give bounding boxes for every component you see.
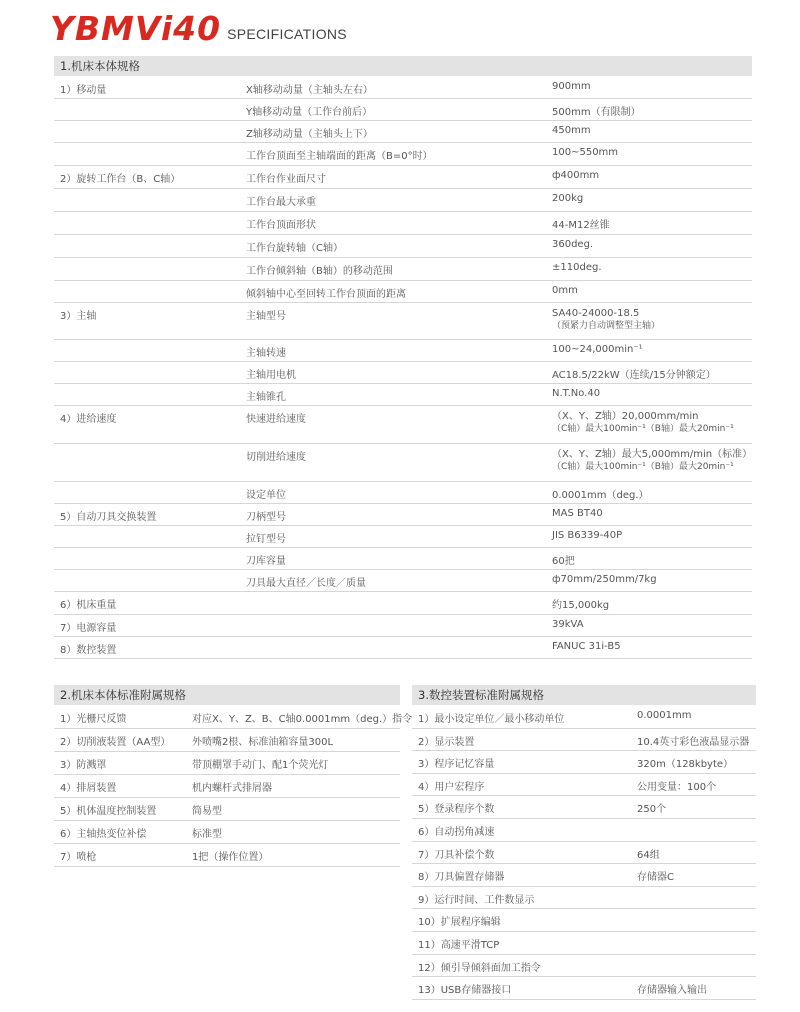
table-row — [54, 281, 752, 303]
row-value: JIS B6339-40P — [552, 530, 623, 541]
table-row — [54, 548, 752, 570]
row-label: 2）旋转工作台（B、C轴） — [60, 174, 181, 185]
table-row — [54, 844, 400, 867]
row-item: 工作台作业面尺寸 — [246, 174, 326, 185]
row-item: 250个 — [637, 804, 667, 816]
table-row — [412, 909, 756, 932]
row-label: 1）光栅尺反馈 — [60, 714, 127, 725]
row-item: 倾斜轴中心至回转工作台顶面的距离 — [246, 289, 406, 300]
row-label: 7）刀具补偿个数 — [418, 849, 495, 861]
table-row — [54, 77, 752, 99]
row-item: 简易型 — [192, 806, 222, 817]
table-row — [54, 99, 752, 121]
specifications-title: SPECIFICATIONS — [227, 26, 347, 42]
row-value: N.T.No.40 — [552, 388, 601, 399]
table-row — [54, 615, 752, 637]
row-value: 约15,000kg — [552, 600, 610, 611]
header — [50, 8, 347, 48]
row-value: SA40-24000-18.5 — [552, 308, 640, 319]
row-label: 5）登录程序个数 — [418, 804, 495, 816]
table-row — [54, 362, 752, 384]
row-item: 刀具最大直径／长度／质量 — [246, 578, 366, 589]
table-row — [54, 166, 752, 189]
table-row — [412, 864, 756, 887]
row-label: 10）扩展程序编辑 — [418, 917, 501, 929]
row-label: 3）主轴 — [60, 311, 97, 322]
table-row — [54, 504, 752, 526]
row-item: 工作台旋转轴（C轴） — [246, 243, 343, 254]
table-row — [412, 955, 756, 978]
row-item: 主轴转速 — [246, 348, 286, 359]
row-item: 工作台顶面至主轴端面的距离（B=0°时） — [246, 151, 433, 162]
row-item: 存储器输入输出 — [637, 985, 707, 997]
row-item: 320m（128kbyte） — [637, 759, 734, 771]
row-label: 1）最小设定单位／最小移动单位 — [418, 714, 565, 725]
table-row — [54, 706, 413, 729]
row-label: 11）高速平滑TCP — [418, 940, 500, 951]
table-row — [54, 482, 752, 504]
row-item: 机内螺杆式排屑器 — [192, 783, 272, 794]
table-row — [412, 842, 756, 865]
row-value: 0mm — [552, 285, 578, 296]
row-label: 3）防溅罩 — [60, 760, 107, 771]
table-row — [54, 340, 752, 362]
row-label: 8）数控装置 — [60, 645, 117, 656]
table-row — [54, 235, 752, 258]
table-row — [54, 303, 752, 340]
row-value: 44-M12丝锥 — [552, 220, 610, 231]
row-item: 标准型 — [192, 829, 222, 840]
row-item: X轴移动动量（主轴头左右） — [246, 85, 373, 96]
row-label: 6）自动拐角减速 — [418, 827, 495, 838]
row-label: 8）刀具偏置存储器 — [418, 872, 505, 884]
table-row — [54, 444, 752, 482]
table-row — [54, 121, 752, 143]
table-row — [54, 258, 752, 281]
row-item: Z轴移动动量（主轴头上下） — [246, 129, 373, 140]
row-value: MAS BT40 — [552, 508, 603, 519]
row-label: 9）运行时间、工件数显示 — [418, 894, 535, 906]
section3-title: 3.数控装置标准附属规格 — [412, 685, 756, 705]
table-row — [54, 384, 752, 406]
row-value: （X、Y、Z轴）20,000mm/min — [552, 411, 699, 422]
table-row — [412, 796, 756, 819]
row-label: 3）程序记忆容量 — [418, 759, 495, 771]
row-label: 4）进给速度 — [60, 414, 117, 425]
row-value: 0.0001mm（deg.） — [552, 490, 649, 501]
row-label: 2）显示装置 — [418, 736, 475, 748]
row-item: 拉钉型号 — [246, 534, 286, 545]
table-row — [412, 751, 756, 774]
row-item: 主轴型号 — [246, 311, 286, 322]
row-value: 900mm — [552, 81, 591, 92]
row-item: 带顶棚罩手动门、配1个荧光灯 — [192, 760, 329, 771]
table-row — [54, 212, 752, 235]
table-row — [412, 729, 756, 752]
row-value: 60把 — [552, 556, 575, 567]
table-row — [54, 526, 752, 548]
row-label: 5）自动刀具交换装置 — [60, 512, 157, 523]
row-item: 主轴锥孔 — [246, 392, 286, 403]
row-value-note: （C轴）最大100min⁻¹（B轴）最大20min⁻¹ — [552, 424, 734, 434]
row-value: （X、Y、Z轴）最大5,000mm/min（标准） — [552, 449, 753, 460]
table-row — [54, 752, 400, 775]
row-value: 200kg — [552, 193, 584, 204]
row-item: Y轴移动动量（工作台前后） — [246, 107, 373, 118]
row-item: 工作台最大承重 — [246, 197, 316, 208]
row-label: 12）倾引导倾斜面加工指令 — [418, 962, 541, 974]
section2-title: 2.机床本体标准附属规格 — [54, 685, 400, 705]
table-row — [54, 592, 752, 615]
row-value: 100~24,000min⁻¹ — [552, 344, 643, 355]
row-item: 主轴用电机 — [246, 370, 296, 381]
row-value: AC18.5/22kW（连续/15分钟额定） — [552, 370, 716, 381]
row-value-note: （预紧力自动调整型主轴） — [552, 321, 661, 331]
row-value: 100~550mm — [552, 147, 619, 158]
row-item: 对应X、Y、Z、B、C轴0.0001mm（deg.）指令 — [192, 714, 413, 725]
row-value: 39kVA — [552, 619, 584, 630]
row-value: ф70mm/250mm/7kg — [552, 574, 657, 585]
table-row — [54, 775, 400, 798]
table-row — [412, 774, 756, 797]
row-item: 存储器C — [637, 872, 674, 884]
row-value: 500mm（有限制） — [552, 107, 641, 118]
table-row — [412, 706, 756, 729]
table-row — [54, 189, 752, 212]
row-label: 7）电源容量 — [60, 623, 117, 634]
row-value: 360deg. — [552, 239, 594, 250]
table-row — [54, 798, 400, 821]
table-row — [54, 570, 752, 592]
table-row — [412, 932, 756, 955]
row-label: 1）移动量 — [60, 85, 107, 96]
row-item: 工作台倾斜轴（B轴）的移动范围 — [246, 266, 393, 277]
row-item: 外喷嘴2根、标准油箱容量300L — [192, 737, 334, 748]
row-value: FANUC 31i-B5 — [552, 641, 621, 652]
table-row — [412, 819, 756, 842]
row-item: 10.4英寸彩色液晶显示器 — [637, 736, 750, 748]
row-label: 4）用户宏程序 — [418, 781, 485, 793]
section1-title: 1.机床本体规格 — [54, 56, 752, 76]
row-value-note: （C轴）最大100min⁻¹（B轴）最大20min⁻¹ — [552, 462, 734, 472]
row-item: 切削进给速度 — [246, 452, 306, 463]
row-item: 刀柄型号 — [246, 512, 286, 523]
table-row — [54, 729, 400, 752]
table-row — [54, 821, 400, 844]
row-item: 设定单位 — [246, 490, 286, 501]
table-row — [412, 887, 756, 910]
table-row — [54, 406, 752, 444]
row-item: 64组 — [637, 849, 660, 861]
row-label: 4）排屑装置 — [60, 783, 117, 794]
row-item: 工作台顶面形状 — [246, 220, 316, 231]
table-row — [412, 977, 756, 1000]
row-value: ф400mm — [552, 170, 600, 181]
row-item: 刀库容量 — [246, 556, 286, 567]
row-label: 6）机床重量 — [60, 600, 117, 611]
row-label: 13）USB存储器接口 — [418, 985, 512, 997]
row-label: 2）切削液装置（AA型） — [60, 737, 171, 748]
table-row — [54, 143, 752, 166]
row-item: 公用变量：100个 — [637, 781, 717, 793]
row-value: 450mm — [552, 125, 591, 136]
row-label: 7）喷枪 — [60, 852, 97, 863]
row-item: 快速进给速度 — [246, 414, 306, 425]
row-label: 5）机体温度控制装置 — [60, 806, 157, 817]
row-item: 0.0001mm — [637, 710, 692, 721]
row-label: 6）主轴热变位补偿 — [60, 829, 147, 840]
row-item: 1把（操作位置） — [192, 852, 269, 863]
brand-logo: YBMVi40 — [50, 9, 222, 48]
row-value: ±110deg. — [552, 262, 602, 273]
table-row — [54, 637, 752, 659]
